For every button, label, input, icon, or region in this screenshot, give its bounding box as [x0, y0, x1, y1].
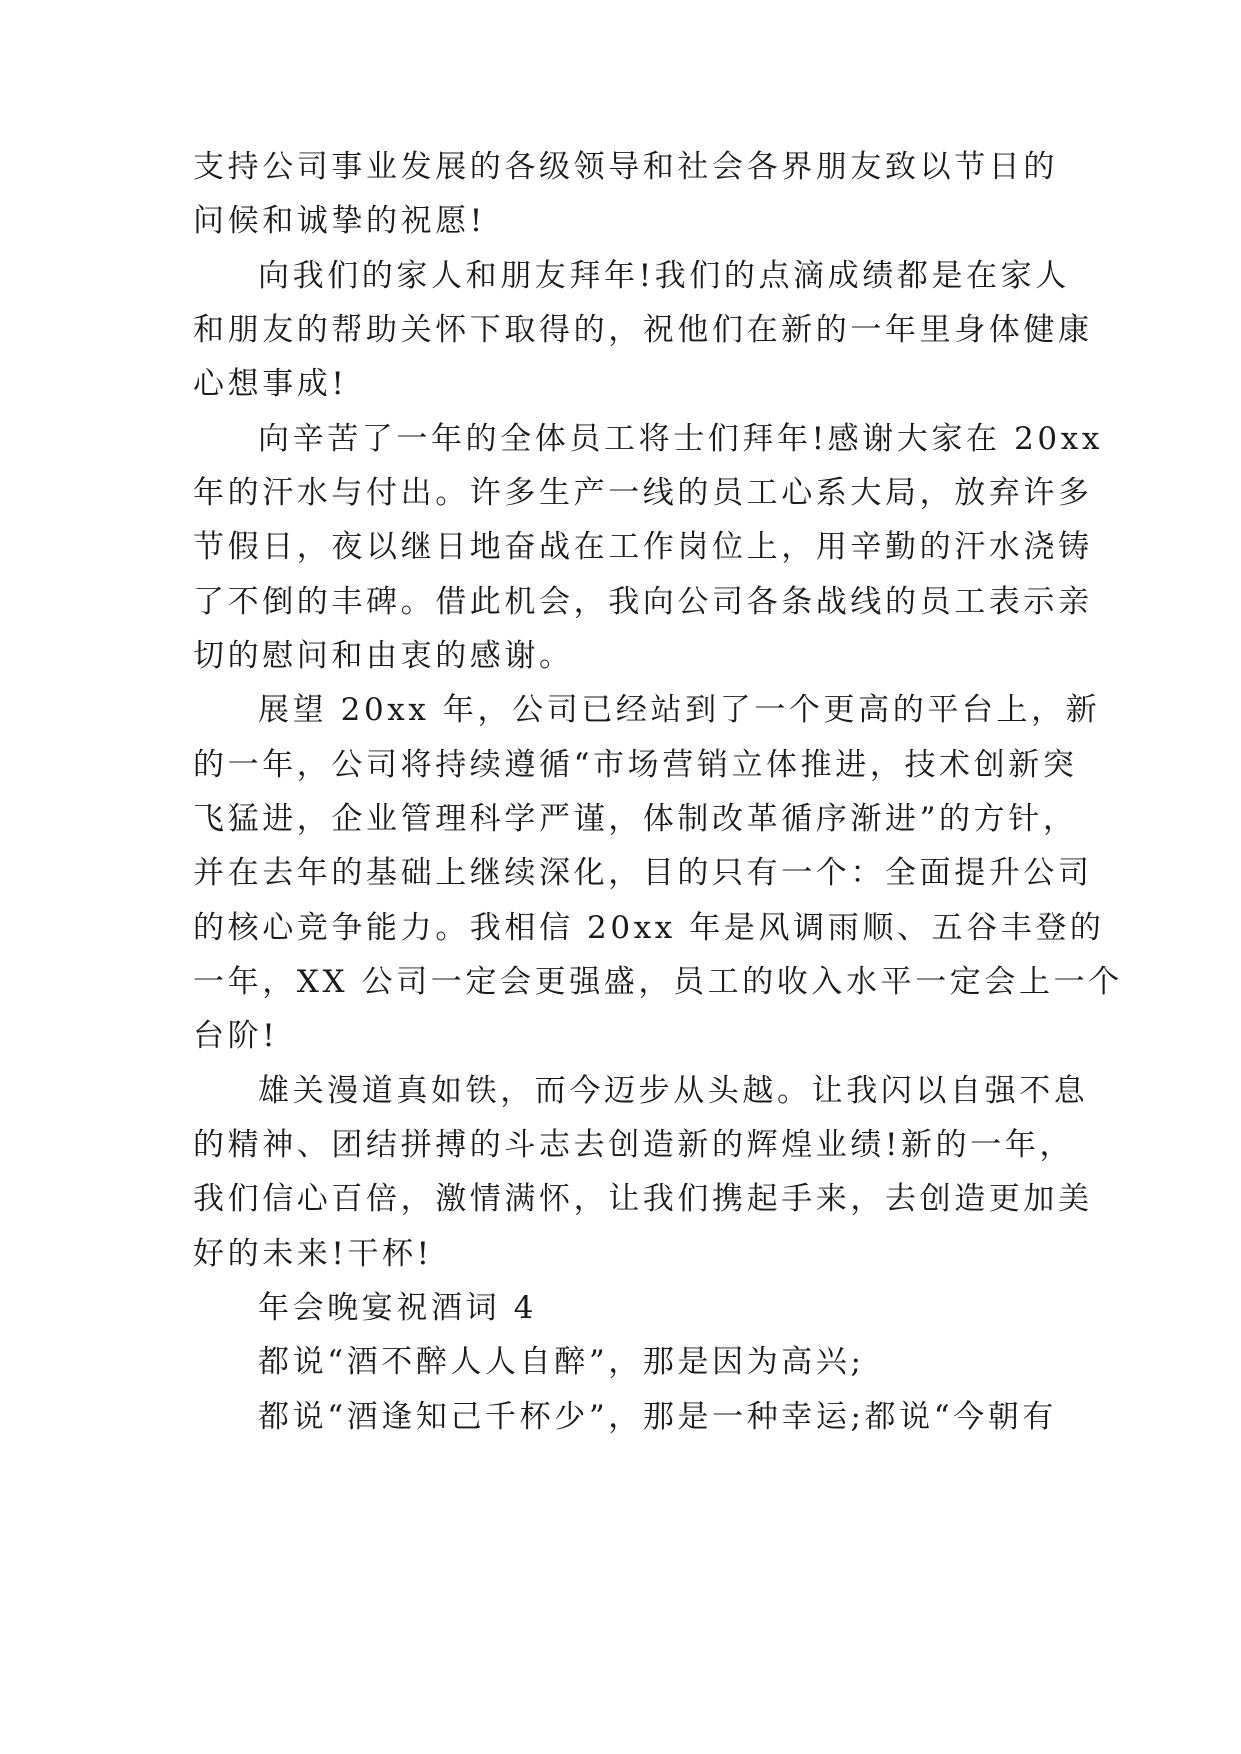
text-line: 展望 20xx 年，公司已经站到了一个更高的平台上，新 — [258, 692, 1101, 728]
text-line: 向辛苦了一年的全体员工将士们拜年!感谢大家在 20xx — [258, 421, 1103, 457]
text-line: 都说“酒不醉人人自醉”，那是因为高兴; — [258, 1344, 865, 1380]
text-line: 向我们的家人和朋友拜年!我们的点滴成绩都是在家人 — [258, 258, 1070, 294]
text-line: 和朋友的帮助关怀下取得的，祝他们在新的一年里身体健康 — [193, 312, 1093, 348]
text-line: 年的汗水与付出。许多生产一线的员工心系大局，放弃许多 — [193, 475, 1093, 511]
text-line: 我们信心百倍，激情满怀，让我们携起手来，去创造更加美 — [193, 1181, 1093, 1217]
text-line: 心想事成! — [193, 366, 348, 402]
text-line: 支持公司事业发展的各级领导和社会各界朋友致以节日的 — [193, 149, 1058, 185]
text-line: 了不倒的丰碑。借此机会，我向公司各条战线的员工表示亲 — [193, 584, 1093, 620]
text-line: 切的慰问和由衷的感谢。 — [193, 638, 574, 674]
text-line: 飞猛进，企业管理科学严谨，体制改革循序渐进”的方针， — [193, 801, 1078, 837]
text-line: 问候和诚挚的祝愿! — [193, 203, 486, 239]
text-line: 雄关漫道真如铁，而今迈步从头越。让我闪以自强不息 — [258, 1073, 1089, 1109]
text-line: 的精神、团结拼搏的斗志去创造新的辉煌业绩!新的一年， — [193, 1127, 1075, 1163]
text-line: 台阶! — [193, 1018, 279, 1054]
text-line: 节假日，夜以继日地奋战在工作岗位上，用辛勤的汗水浇铸 — [193, 529, 1093, 565]
text-line: 并在去年的基础上继续深化，目的只有一个：全面提升公司 — [193, 855, 1093, 891]
section-heading: 年会晚宴祝酒词 4 — [258, 1290, 537, 1326]
text-line: 的核心竞争能力。我相信 20xx 年是风调雨顺、五谷丰登的 — [193, 910, 1105, 946]
text-line: 的一年，公司将持续遵循“市场营销立体推进，技术创新突 — [193, 747, 1078, 783]
text-line: 一年，XX 公司一定会更强盛，员工的收入水平一定会上一个 — [193, 964, 1123, 1000]
text-line: 好的未来!干杯! — [193, 1236, 433, 1272]
text-line: 都说“酒逢知己千杯少”，那是一种幸运;都说“今朝有 — [258, 1399, 1057, 1435]
